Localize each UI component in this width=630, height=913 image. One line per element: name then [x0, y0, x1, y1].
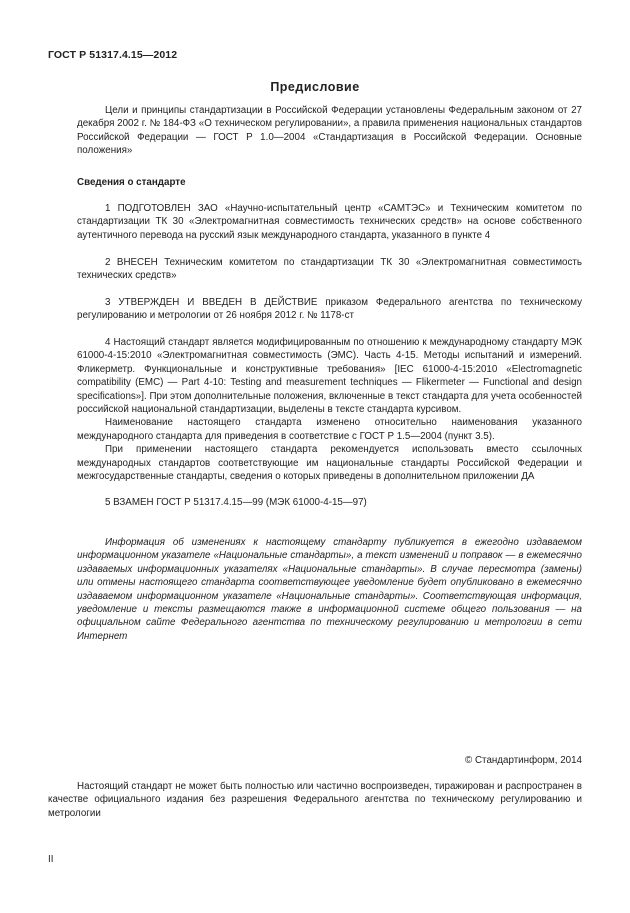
page-title: Предисловие	[270, 80, 360, 94]
item-5-paragraph: 5 ВЗАМЕН ГОСТ Р 51317.4.15—99 (МЭК 61000-4-15—97)	[105, 497, 367, 508]
notice-paragraph: Информация об изменениях к настоящему стандарту публикуется в ежегодно издаваемом информационном указателе «Национальные стандарты», а текст изменений и поправок — в ежемесячно издаваемых информационных указателях «Национальные стандарты». В случае пересмотра (замены) или отмены настоящего стандарта соответствующее уведомление будет опубликовано в ежемесячно издаваемом информационном указателе «Национальные стандарты». Соответствующая информация, уведомление и тексты размещаются также в информационной системе общего пользования — на официальном сайте Федерального агентства по техническому регулированию и метрологии в сети Интернет	[77, 537, 582, 642]
item-4-paragraph: 4 Настоящий стандарт является модифицированным по отношению к международному стандарту МЭК 61000-4-15:2010 «Электромагнитная совместимость (ЭМС). Часть 4-15. Методы испытаний и измерений. Фликерметр. Функциональные и конструктивные требования» [IEC 61000-4-15:2010 «Electromagnetic compatibility (EMC) — Part 4-10: Testing and measurement techniques — Flikermeter — Functional and design specifications»]. При этом дополнительные положения, включенные в текст стандарта для учета особенностей российской национальной стандартизации, выделены в тексте стандарта курсивом.	[77, 337, 582, 416]
item-4-block	[77, 336, 582, 483]
footer-paragraph: Настоящий стандарт не может быть полностью или частично воспроизведен, тиражирован и распространен в качестве официального издания без разрешения Федерального агентства по техническому регулированию и метрологии	[48, 781, 582, 819]
footer-block	[48, 780, 582, 820]
intro-block	[77, 104, 582, 158]
notice-block	[77, 536, 582, 643]
item-1-paragraph: 1 ПОДГОТОВЛЕН ЗАО «Научно-испытательный центр «САМТЭС» и Техническим комитетом по стандартизации ТК 30 «Электромагнитная совместимость технических средств» на основе собственного аутентичного перевода на русский язык международного стандарта, указанного в пункте 4	[77, 203, 582, 241]
item-4-rename-paragraph: Наименование настоящего стандарта изменено относительно наименования указанного международного стандарта для приведения в соответствие с ГОСТ Р 1.5—2004 (пункт 3.5).	[77, 417, 582, 442]
info-heading-block	[77, 176, 582, 189]
item-3-paragraph: 3 УТВЕРЖДЕН И ВВЕДЕН В ДЕЙСТВИЕ приказом Федерального агентства по техническому регулированию и метрологии от 26 ноября 2012 г. № 1178-ст	[77, 297, 582, 322]
item-5-block	[77, 496, 582, 509]
info-heading: Сведения о стандарте	[77, 177, 186, 188]
item-2-paragraph: 2 ВНЕСЕН Техническим комитетом по стандартизации ТК 30 «Электромагнитная совместимость технических средств»	[77, 257, 582, 282]
item-1-block	[77, 202, 582, 242]
standard-code-header: ГОСТ Р 51317.4.15—2012	[48, 49, 178, 61]
item-2-block	[77, 256, 582, 283]
page-number: II	[48, 854, 54, 865]
copyright-line: © Стандартинформ, 2014	[465, 755, 582, 766]
item-3-block	[77, 296, 582, 323]
intro-paragraph: Цели и принципы стандартизации в Российской Федерации установлены Федеральным законом от 27 декабря 2002 г. № 184-ФЗ «О техническом регулировании», а правила применения национальных стандартов Российской Федерации — ГОСТ Р 1.0—2004 «Стандартизация в Российской Федерации. Основные положения»	[77, 105, 582, 157]
item-4-references-paragraph: При применении настоящего стандарта рекомендуется использовать вместо ссылочных международных стандартов соответствующие им национальные стандарты Российской Федерации и межгосударственные стандарты, сведения о которых приведены в дополнительном приложении ДА	[77, 444, 582, 483]
